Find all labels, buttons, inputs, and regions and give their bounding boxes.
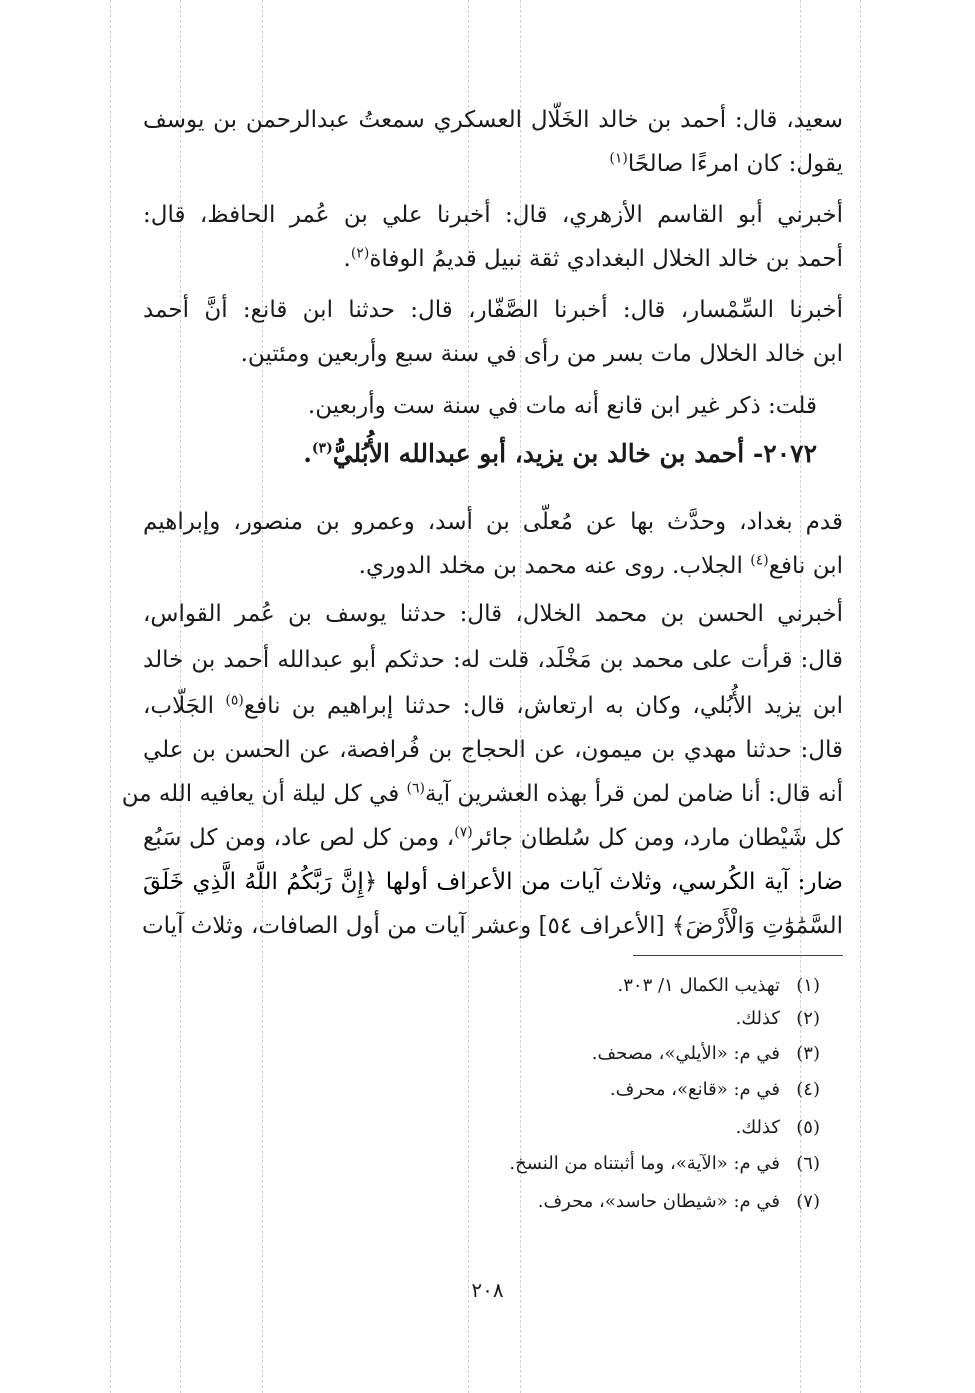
footnote-text: تهذيب الكمال ١/ ٣٠٣. bbox=[617, 975, 780, 996]
footnote-number: (٤) bbox=[796, 1079, 820, 1100]
footnote bbox=[592, 1038, 820, 1070]
scan-artifact-line bbox=[860, 0, 861, 1393]
text-line: أخبرني الحسن بن محمد الخلال، قال: حدثنا يوسف بن عُمر القواس، bbox=[143, 601, 843, 627]
footnote-text: كذلك. bbox=[735, 1117, 780, 1138]
scan-artifact-line bbox=[110, 0, 111, 1393]
entry-heading: ٢٠٧٢- أحمد بن خالد بن يزيد، أبو عبدالله الأُبُليُّ$^{(٣)}$. bbox=[303, 439, 817, 468]
footnote-number: (٧) bbox=[796, 1191, 820, 1212]
footnote bbox=[610, 1074, 820, 1106]
text-line: قلت: ذكر غير ابن قانع أنه مات في سنة ست وأربعين. bbox=[307, 393, 817, 419]
footnote-text: في م: «الآية»، وما أثبتناه من النسخ. bbox=[509, 1153, 780, 1174]
text-line: أحمد بن خالد الخلال البغدادي ثقة نبيل قديمُ الوفاة$^{(٢)}$. bbox=[343, 245, 843, 272]
text-line: قال: قرأت على محمد بن مَخْلَد، قلت له: حدثكم أبو عبدالله أحمد بن خالد bbox=[143, 647, 843, 673]
footnote bbox=[509, 1148, 820, 1180]
footnote bbox=[736, 1112, 820, 1144]
footnote-number: (٣) bbox=[796, 1043, 820, 1064]
footnote-text: كذلك. bbox=[735, 1008, 780, 1029]
text-line: أخبرنا السِّمْسار، قال: أخبرنا الصَّفّار، قال: حدثنا ابن قانع: أنَّ أحمد bbox=[143, 297, 843, 323]
footnote-divider bbox=[633, 955, 843, 956]
text-line: أنه قال: أنا ضامن لمن قرأ بهذه العشرين آية$^{(٦)}$ في كل ليلة أن يعافيه الله من bbox=[121, 780, 843, 807]
text-line: ضار: آية الكُرسي، وثلاث آيات من الأعراف أولها ﴿إِنَّ رَبَّكُمُ اللَّهُ الَّذِي خَلَقَ bbox=[143, 869, 843, 895]
footnote-text: في م: «الأيلي»، مصحف. bbox=[591, 1043, 780, 1064]
text-line: أخبرني أبو القاسم الأزهري، قال: أخبرنا علي بن عُمر الحافظ، قال: bbox=[143, 202, 843, 228]
text-line: ابن خالد الخلال مات بسر من رأى في سنة سبع وأربعين ومئتين. bbox=[240, 341, 843, 367]
footnote-number: (٢) bbox=[796, 1008, 820, 1029]
footnote bbox=[618, 970, 821, 1002]
footnote-number: (٦) bbox=[796, 1153, 820, 1174]
page-number: ٢٠٨ bbox=[471, 1278, 504, 1302]
text-line: ابن يزيد الأُبُلي، وكان به ارتعاش، قال: حدثنا إبراهيم بن نافع$^{(٥)}$ الجَلّاب، bbox=[143, 692, 844, 719]
footnote-text: في م: «شيطان حاسد»، محرف. bbox=[537, 1191, 780, 1212]
text-line: قال: حدثنا مهدي بن ميمون، عن الحجاج بن فُرافصة، عن الحسن بن علي bbox=[143, 737, 843, 763]
text-line: ابن نافع$^{(٤)}$ الجلاب. روى عنه محمد بن مخلد الدوري. bbox=[358, 552, 843, 579]
footnote bbox=[736, 1003, 820, 1035]
footnote-number: (٥) bbox=[796, 1117, 820, 1138]
text-line: قدم بغداد، وحدَّث بها عن مُعلّى بن أسد، وعمرو بن منصور، وإبراهيم bbox=[143, 509, 843, 535]
text-line: يقول: كان امرءًا صالحًا$^{(١)}$ bbox=[609, 150, 843, 177]
text-line: سعيد، قال: أحمد بن خالد الخَلّال العسكري سمعتُ عبدالرحمن بن يوسف bbox=[143, 107, 843, 133]
text-line: كل شَيْطان مارد، ومن كل سُلطان جائر$^{(٧)}$، ومن كل لص عاد، ومن كل سَبُع bbox=[143, 824, 843, 851]
footnote-number: (١) bbox=[796, 975, 820, 996]
footnote bbox=[538, 1186, 820, 1218]
footnote-text: في م: «قانع»، محرف. bbox=[609, 1079, 780, 1100]
text-line: السَّمَٰوَٰتِ وَالْأَرْضَ﴾ [الأعراف ٥٤] وعشر آيات من أول الصافات، وثلاث آيات bbox=[142, 913, 843, 939]
